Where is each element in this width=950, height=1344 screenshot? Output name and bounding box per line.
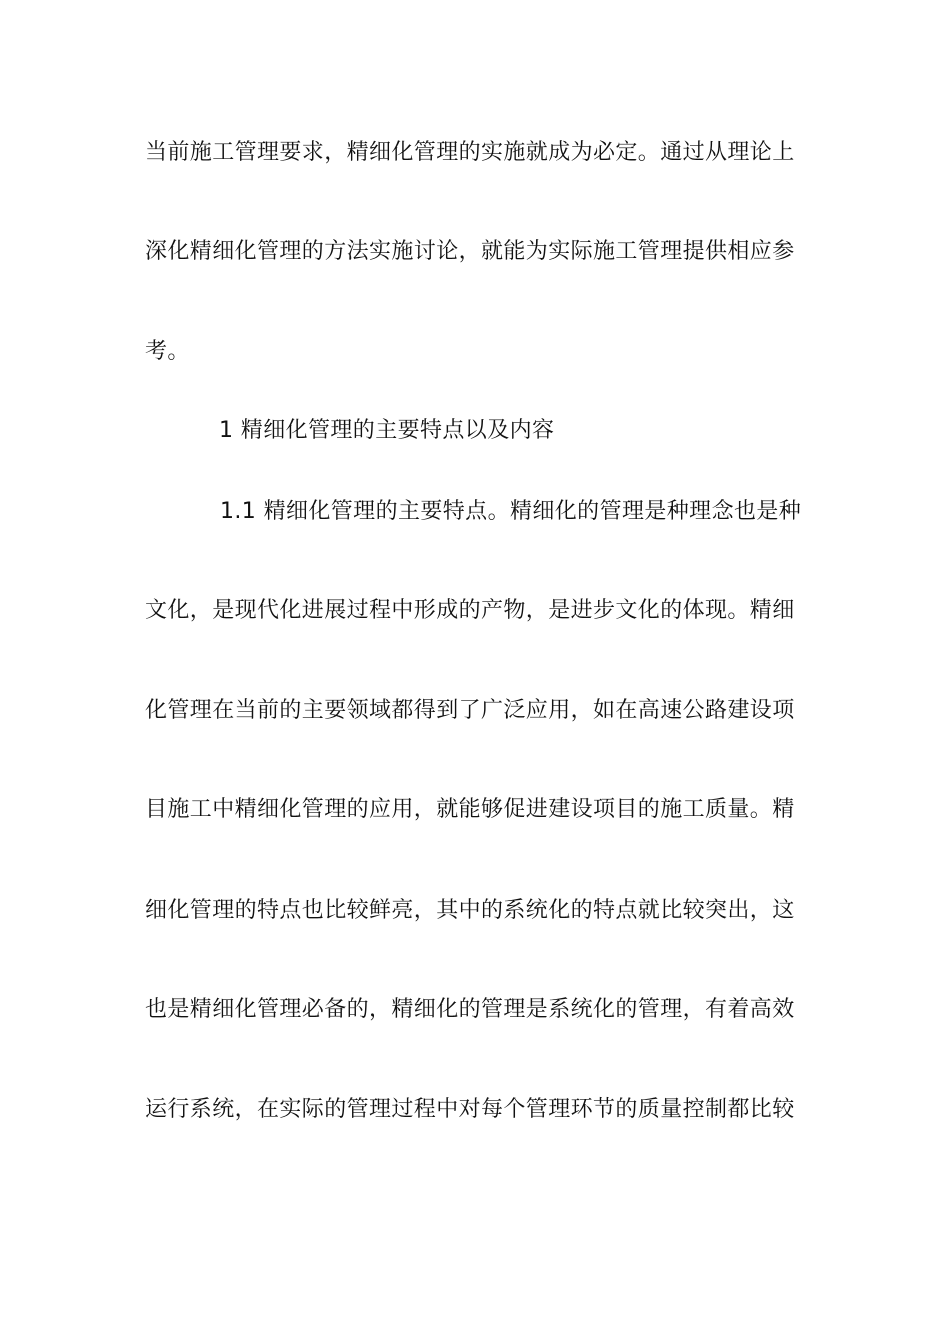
section-heading: 1 精细化管理的主要特点以及内容 (219, 418, 555, 443)
subsection-paragraph-line: 1.1 精细化管理的主要特点。精细化的管理是种理念也是种 (220, 499, 802, 524)
paragraph-line: 运行系统，在实际的管理过程中对每个管理环节的质量控制都比较 (145, 1097, 795, 1122)
paragraph-line: 也是精细化管理必备的，精细化的管理是系统化的管理，有着高效 (145, 997, 795, 1022)
paragraph-line: 文化，是现代化进展过程中形成的产物，是进步文化的体现。精细 (145, 598, 795, 623)
paragraph-line: 目施工中精细化管理的应用，就能够促进建设项目的施工质量。精 (145, 797, 795, 822)
paragraph-line: 深化精细化管理的方法实施讨论，就能为实际施工管理提供相应参 (145, 239, 795, 264)
paragraph-line: 当前施工管理要求，精细化管理的实施就成为必定。通过从理论上 (145, 140, 795, 165)
paragraph-line: 考。 (145, 339, 190, 364)
paragraph-line: 细化管理的特点也比较鲜亮，其中的系统化的特点就比较突出，这 (145, 898, 795, 923)
paragraph-line: 化管理在当前的主要领域都得到了广泛应用，如在高速公路建设项 (145, 698, 795, 723)
